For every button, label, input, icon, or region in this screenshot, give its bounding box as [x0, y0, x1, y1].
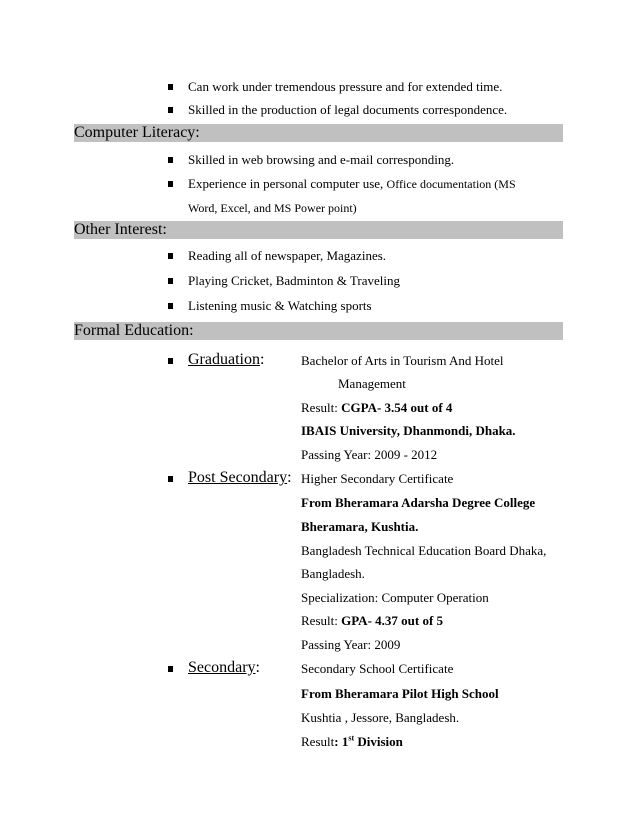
education-label-secondary: Secondary: [188, 659, 260, 676]
list-item-text: Experience in personal computer use, Office documentation (MS [188, 176, 516, 191]
degree-name: Higher Secondary Certificate [301, 471, 454, 486]
institution: IBAIS University, Dhanmondi, Dhaka. [301, 423, 516, 438]
section-other-interest [74, 221, 563, 239]
passing-year: Passing Year: 2009 [301, 637, 401, 652]
list-item-text: Listening music & Watching sports [188, 298, 372, 313]
bullet-icon [168, 157, 173, 163]
degree-name: Secondary School Certificate [301, 661, 454, 676]
institution-location: Kushtia , Jessore, Bangladesh. [301, 710, 460, 725]
section-title: Computer Literacy: [74, 124, 200, 141]
bullet-icon [168, 666, 173, 672]
bullet-icon [168, 358, 173, 364]
list-item-text: Playing Cricket, Badminton & Traveling [188, 273, 400, 288]
section-formal-education [74, 322, 563, 340]
result: Result: 1st Division [301, 733, 403, 749]
bullet-icon [168, 107, 173, 113]
bullet-icon [168, 253, 173, 259]
board: Bangladesh Technical Education Board Dhaka, [301, 543, 547, 558]
bullet-icon [168, 181, 173, 187]
result: Result: GPA- 4.37 out of 5 [301, 613, 444, 628]
institution: From Bheramara Adarsha Degree College [301, 495, 536, 510]
education-label-graduation: Graduation: [188, 351, 265, 368]
list-item-text: Skilled in web browsing and e-mail corresponding. [188, 152, 455, 167]
degree-name: Bachelor of Arts in Tourism And Hotel [301, 353, 504, 368]
bullet-icon [168, 84, 173, 90]
specialization: Specialization: Computer Operation [301, 590, 489, 605]
list-item-text: Word, Excel, and MS Power point) [188, 201, 357, 215]
list-item-text: Reading all of newspaper, Magazines. [188, 248, 387, 263]
section-title: Other Interest: [74, 221, 167, 238]
degree-name-continued: Management [338, 376, 406, 391]
passing-year: Passing Year: 2009 - 2012 [301, 447, 438, 462]
bullet-icon [168, 476, 173, 482]
section-title: Formal Education: [74, 322, 194, 339]
skill-text: Skilled in the production of legal documents correspondence. [188, 102, 508, 117]
section-computer-literacy [74, 124, 563, 142]
institution: From Bheramara Pilot High School [301, 686, 499, 701]
education-label-post-secondary: Post Secondary: [188, 469, 292, 486]
institution-location: Bheramara, Kushtia. [301, 519, 419, 534]
result: Result: CGPA- 3.54 out of 4 [301, 400, 453, 415]
skill-text: Can work under tremendous pressure and for extended time. [188, 79, 503, 94]
board-continued: Bangladesh. [301, 566, 365, 581]
bullet-icon [168, 303, 173, 309]
bullet-icon [168, 278, 173, 284]
